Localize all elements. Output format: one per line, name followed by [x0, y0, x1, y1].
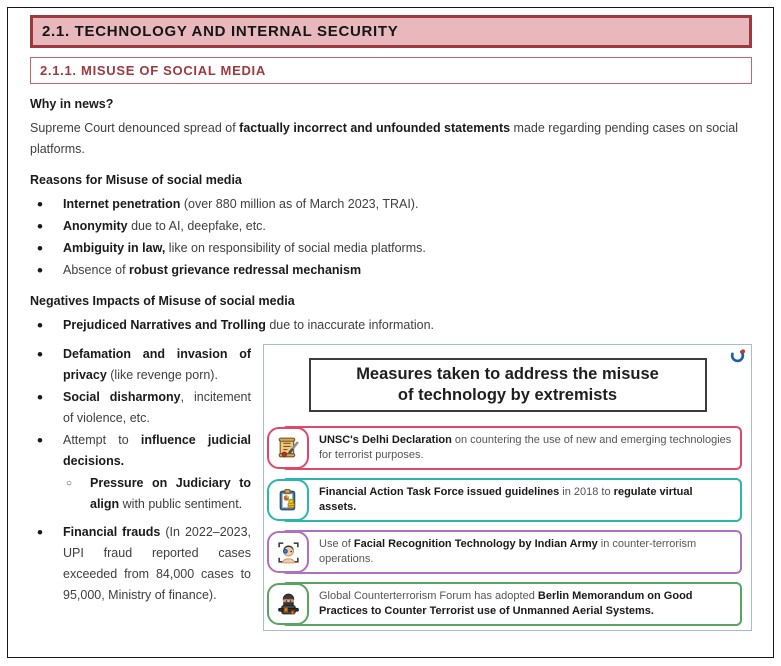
- list-item: • Attempt to influence judicial decisions.: [30, 430, 752, 472]
- list-item: • Defamation and invasion of privacy (like revenge porn).: [30, 344, 752, 386]
- list-item: • Internet penetration (over 880 million as of March 2023, TRAI).: [30, 194, 752, 215]
- page-frame: [7, 7, 774, 658]
- subsection-heading: 2.1.1. MISUSE OF SOCIAL MEDIA: [30, 57, 752, 84]
- list-item: • Anonymity due to AI, deepfake, etc.: [30, 216, 752, 237]
- card-text: Use of Facial Recognition Technology by Indian Army in counter-terrorism operations.: [319, 538, 697, 565]
- list-item: • Social disharmony, incitement of violence, etc.: [30, 387, 752, 429]
- card-text: Global Counterterrorism Forum has adopted Berlin Memorandum on Good Practices to Counter Terrorist use of Unmanned Aerial Systems.: [319, 590, 693, 617]
- section-heading: 2.1. TECHNOLOGY AND INTERNAL SECURITY: [30, 15, 752, 48]
- infographic-title: Measures taken to address the misuse of technology by extremists: [309, 358, 707, 412]
- negatives-sublist: [30, 473, 752, 515]
- negatives-list-financial: [30, 522, 752, 606]
- list-item: • Absence of robust grievance redressal mechanism: [30, 260, 752, 281]
- card-text: Financial Action Task Force issued guidelines in 2018 to regulate virtual assets.: [319, 486, 693, 513]
- why-in-news-paragraph: Supreme Court denounced spread of factually incorrect and unfounded statements made regarding pending cases on social platforms.: [30, 121, 738, 156]
- why-in-news-heading: Why in news?: [30, 97, 114, 111]
- list-item: ○ Pressure on Judiciary to align with public sentiment.: [30, 473, 752, 515]
- card-text: UNSC's Delhi Declaration on countering the use of new and emerging technologies for terrorist purposes.: [319, 434, 732, 461]
- reasons-heading: Reasons for Misuse of social media: [30, 173, 242, 187]
- negatives-list-left-column: [30, 344, 752, 472]
- list-item: • Financial frauds (In 2022–2023, UPI fraud reported cases exceeded from 84,000 cases to 95,000, Ministry of finance).: [30, 522, 752, 606]
- negatives-heading: Negatives Impacts of Misuse of social media: [30, 294, 295, 308]
- reasons-list: [30, 194, 752, 281]
- list-item: • Ambiguity in law, like on responsibility of social media platforms.: [30, 238, 752, 259]
- negatives-list-top: [30, 315, 752, 336]
- list-item: • Prejudiced Narratives and Trolling due to inaccurate information.: [30, 315, 752, 336]
- negatives-wrap-zone: [30, 344, 752, 637]
